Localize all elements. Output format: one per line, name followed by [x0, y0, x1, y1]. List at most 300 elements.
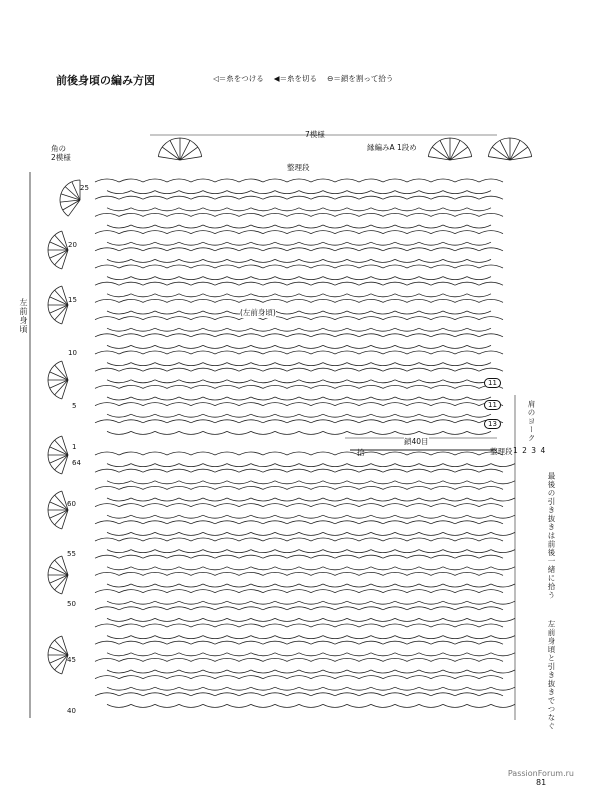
mesh-loop	[155, 345, 179, 348]
legend-split: ⊖＝鎖を割って拾う	[327, 74, 394, 83]
mesh-loop	[191, 452, 215, 455]
mesh-loop	[479, 676, 503, 679]
mesh-loop	[239, 641, 263, 644]
mesh-loop	[131, 618, 155, 621]
mesh-loop	[311, 693, 335, 696]
mesh-loop	[191, 641, 215, 644]
mesh-loop	[179, 498, 203, 501]
mesh-loop	[335, 179, 359, 182]
mesh-loop	[203, 259, 227, 262]
mesh-loop	[227, 380, 251, 383]
mesh-loop	[287, 693, 311, 696]
mesh-loop	[395, 464, 419, 467]
mesh-loop	[407, 196, 431, 199]
page-number: 81	[536, 778, 547, 787]
mesh-loop	[299, 532, 323, 535]
mesh-loop	[179, 380, 203, 383]
mesh-loop	[119, 641, 143, 644]
mesh-loop	[119, 469, 143, 472]
mesh-loop	[119, 607, 143, 610]
mesh-loop	[383, 624, 407, 627]
mesh-loop	[419, 601, 443, 604]
mesh-loop	[371, 636, 395, 639]
mesh-loop	[443, 311, 467, 314]
mesh-loop	[323, 363, 347, 366]
mesh-loop	[359, 265, 383, 268]
mesh-loop	[335, 521, 359, 524]
mesh-loop	[167, 469, 191, 472]
mesh-loop	[431, 403, 455, 406]
mesh-loop	[323, 464, 347, 467]
mesh-loop	[227, 601, 251, 604]
mesh-loop	[359, 538, 383, 541]
mesh-loop	[143, 248, 167, 251]
mesh-loop	[383, 469, 407, 472]
mesh-loop	[263, 368, 287, 371]
mesh-loop	[467, 515, 491, 518]
mesh-loop	[287, 555, 311, 558]
mesh-loop	[227, 618, 251, 621]
mesh-loop	[479, 607, 503, 610]
mesh-loop	[119, 676, 143, 679]
mesh-loop	[395, 277, 419, 280]
mesh-loop	[407, 641, 431, 644]
mesh-loop	[287, 452, 311, 455]
mesh-loop	[467, 653, 491, 656]
mesh-loop	[419, 550, 443, 553]
mesh-loop	[335, 213, 359, 216]
mesh-loop	[119, 282, 143, 285]
mesh-loop	[179, 277, 203, 280]
mesh-loop	[383, 538, 407, 541]
fan-stitch	[50, 647, 68, 655]
mesh-loop	[359, 676, 383, 679]
mesh-loop	[131, 481, 155, 484]
mesh-loop	[287, 317, 311, 320]
mesh-loop	[227, 481, 251, 484]
mesh-loop	[431, 231, 455, 234]
mesh-loop	[275, 208, 299, 211]
mesh-loop	[431, 504, 455, 507]
mesh-loop	[455, 420, 479, 423]
mesh-loop	[239, 213, 263, 216]
mesh-loop	[191, 351, 215, 354]
mesh-loop	[383, 641, 407, 644]
mesh-loop	[383, 420, 407, 423]
mesh-loop	[419, 636, 443, 639]
mesh-loop	[167, 538, 191, 541]
mesh-loop	[143, 420, 167, 423]
mesh-loop	[155, 363, 179, 366]
mesh-loop	[431, 248, 455, 251]
mesh-loop	[167, 282, 191, 285]
mesh-loop	[419, 653, 443, 656]
mesh-loop	[299, 601, 323, 604]
mesh-loop	[119, 317, 143, 320]
mesh-loop	[491, 584, 515, 587]
mesh-loop	[467, 345, 491, 348]
mesh-loop	[467, 311, 491, 314]
mesh-loop	[131, 636, 155, 639]
mesh-loop	[359, 282, 383, 285]
mesh-loop	[203, 687, 227, 690]
mesh-loop	[395, 653, 419, 656]
mesh-loop	[263, 486, 287, 489]
mesh-loop	[275, 670, 299, 673]
mesh-loop	[419, 225, 443, 228]
mesh-loop	[239, 676, 263, 679]
mesh-loop	[179, 259, 203, 262]
mesh-loop	[395, 225, 419, 228]
mesh-loop	[455, 572, 479, 575]
mesh-loop	[479, 213, 503, 216]
mesh-loop	[359, 641, 383, 644]
mesh-loop	[335, 624, 359, 627]
mesh-loop	[419, 277, 443, 280]
mesh-loop	[167, 693, 191, 696]
mesh-loop	[95, 179, 119, 182]
left-front-center-label: (左前身頃)	[240, 308, 276, 317]
mesh-loop	[407, 676, 431, 679]
mesh-loop	[323, 704, 347, 707]
mesh-loop	[299, 294, 323, 297]
mesh-loop	[275, 584, 299, 587]
mesh-loop	[395, 515, 419, 518]
mesh-loop	[419, 259, 443, 262]
mesh-loop	[275, 636, 299, 639]
mesh-loop	[95, 607, 119, 610]
mesh-loop	[131, 584, 155, 587]
mesh-loop	[167, 196, 191, 199]
mesh-loop	[323, 481, 347, 484]
mesh-loop	[215, 538, 239, 541]
mesh-loop	[467, 670, 491, 673]
mesh-loop	[119, 299, 143, 302]
mesh-loop	[107, 431, 131, 434]
mesh-loop	[263, 231, 287, 234]
mesh-loop	[179, 191, 203, 194]
mesh-loop	[251, 498, 275, 501]
mesh-loop	[203, 397, 227, 400]
mesh-loop	[299, 481, 323, 484]
mesh-loop	[131, 277, 155, 280]
mesh-loop	[359, 403, 383, 406]
fan-stitch	[68, 200, 80, 216]
mesh-loop	[407, 282, 431, 285]
legend-cut: ◀＝糸を切る	[273, 74, 318, 83]
mesh-loop	[251, 670, 275, 673]
mesh-loop	[419, 584, 443, 587]
mesh-loop	[119, 385, 143, 388]
mesh-loop	[347, 636, 371, 639]
mesh-loop	[479, 368, 503, 371]
mesh-loop	[227, 208, 251, 211]
mesh-loop	[143, 469, 167, 472]
mesh-loop	[359, 368, 383, 371]
mesh-loop	[287, 572, 311, 575]
mesh-loop	[203, 414, 227, 417]
mesh-loop	[203, 328, 227, 331]
mesh-loop	[155, 277, 179, 280]
row-count-header: 1 2 3 4	[513, 446, 546, 455]
mesh-loop	[359, 555, 383, 558]
mesh-loop	[323, 636, 347, 639]
mesh-loop	[227, 225, 251, 228]
mesh-loop	[227, 653, 251, 656]
mesh-loop	[323, 345, 347, 348]
mesh-loop	[191, 572, 215, 575]
mesh-loop	[371, 464, 395, 467]
mesh-loop	[179, 414, 203, 417]
mesh-loop	[215, 607, 239, 610]
mesh-loop	[191, 521, 215, 524]
mesh-loop	[143, 403, 167, 406]
mesh-loop	[143, 538, 167, 541]
mesh-loop	[407, 469, 431, 472]
left-front-label: 左前身頃	[19, 298, 28, 334]
mesh-loop	[419, 397, 443, 400]
mesh-loop	[311, 368, 335, 371]
row-number: 60	[67, 500, 76, 508]
mesh-loop	[191, 676, 215, 679]
mesh-loop	[107, 294, 131, 297]
mesh-loop	[131, 414, 155, 417]
mesh-loop	[431, 590, 455, 593]
mesh-loop	[323, 259, 347, 262]
mesh-loop	[155, 670, 179, 673]
mesh-loop	[251, 653, 275, 656]
legend-attach: ◁＝糸をつける	[213, 74, 264, 83]
mesh-loop	[467, 277, 491, 280]
mesh-loop	[131, 259, 155, 262]
mesh-loop	[359, 231, 383, 234]
mesh-loop	[95, 555, 119, 558]
mesh-loop	[431, 420, 455, 423]
mesh-loop	[119, 196, 143, 199]
mesh-loop	[371, 515, 395, 518]
mesh-loop	[395, 328, 419, 331]
mesh-loop	[107, 345, 131, 348]
mesh-loop	[251, 277, 275, 280]
mesh-loop	[323, 294, 347, 297]
mesh-loop	[227, 567, 251, 570]
mesh-loop	[251, 363, 275, 366]
mesh-loop	[215, 196, 239, 199]
mesh-loop	[455, 693, 479, 696]
mesh-loop	[119, 624, 143, 627]
mesh-loop	[131, 242, 155, 245]
mesh-loop	[395, 550, 419, 553]
mesh-loop	[455, 607, 479, 610]
mesh-loop	[215, 403, 239, 406]
mesh-loop	[275, 431, 299, 434]
mesh-loop	[347, 345, 371, 348]
mesh-loop	[203, 618, 227, 621]
mesh-loop	[455, 555, 479, 558]
row-number: 10	[68, 349, 77, 357]
mesh-loop	[299, 515, 323, 518]
mesh-loop	[275, 380, 299, 383]
mesh-loop	[227, 704, 251, 707]
mesh-loop	[491, 670, 515, 673]
mesh-loop	[467, 431, 491, 434]
mesh-loop	[179, 311, 203, 314]
mesh-loop	[299, 687, 323, 690]
mesh-loop	[203, 584, 227, 587]
mesh-loop	[155, 208, 179, 211]
mesh-loop	[143, 624, 167, 627]
mesh-loop	[95, 334, 119, 337]
mesh-loop	[203, 363, 227, 366]
mesh-loop	[383, 658, 407, 661]
mesh-loop	[287, 282, 311, 285]
mesh-loop	[215, 504, 239, 507]
mesh-loop	[359, 590, 383, 593]
fan-stitch	[50, 250, 68, 258]
mesh-loop	[239, 334, 263, 337]
mesh-loop	[203, 670, 227, 673]
repeat-label: 7模様	[305, 130, 325, 139]
mesh-loop	[287, 504, 311, 507]
mesh-loop	[299, 328, 323, 331]
mesh-loop	[395, 414, 419, 417]
fan-stitch	[162, 147, 180, 160]
mesh-loop	[263, 452, 287, 455]
mesh-loop	[131, 294, 155, 297]
mesh-loop	[107, 397, 131, 400]
mesh-loop	[203, 191, 227, 194]
mesh-loop	[407, 607, 431, 610]
mesh-loop	[491, 481, 515, 484]
mesh-loop	[359, 521, 383, 524]
mesh-loop	[419, 311, 443, 314]
mesh-loop	[107, 550, 131, 553]
mesh-loop	[191, 403, 215, 406]
mesh-loop	[335, 555, 359, 558]
mesh-loop	[227, 498, 251, 501]
mesh-loop	[431, 213, 455, 216]
mesh-loop	[143, 555, 167, 558]
row-number: 20	[68, 241, 77, 249]
mesh-loop	[407, 179, 431, 182]
mesh-loop	[239, 555, 263, 558]
mesh-loop	[155, 567, 179, 570]
mesh-loop	[131, 431, 155, 434]
mesh-loop	[335, 299, 359, 302]
mesh-loop	[155, 550, 179, 553]
fan-stitch	[50, 380, 68, 388]
row-number: 64	[72, 459, 81, 467]
mesh-loop	[419, 208, 443, 211]
mesh-loop	[443, 397, 467, 400]
mesh-loop	[395, 618, 419, 621]
mesh-loop	[323, 515, 347, 518]
mesh-loop	[359, 486, 383, 489]
mesh-loop	[311, 469, 335, 472]
mesh-loop	[239, 693, 263, 696]
mesh-loop	[311, 538, 335, 541]
mesh-loop	[383, 572, 407, 575]
mesh-loop	[131, 191, 155, 194]
page-title: 前後身頃の編み方図	[56, 74, 155, 87]
mesh-loop	[191, 385, 215, 388]
mesh-loop	[383, 265, 407, 268]
mesh-loop	[299, 259, 323, 262]
mesh-loop	[263, 676, 287, 679]
mesh-loop	[371, 414, 395, 417]
mesh-loop	[335, 538, 359, 541]
mesh-loop	[95, 368, 119, 371]
mesh-loop	[155, 636, 179, 639]
mesh-loop	[383, 196, 407, 199]
mesh-loop	[191, 265, 215, 268]
fan-stitch	[450, 140, 460, 160]
mesh-loop	[251, 208, 275, 211]
mesh-loop	[95, 351, 119, 354]
mesh-loop	[119, 351, 143, 354]
fan-stitch	[50, 447, 68, 455]
mesh-loop	[311, 452, 335, 455]
mesh-loop	[215, 469, 239, 472]
mesh-loop	[179, 687, 203, 690]
mesh-loop	[443, 618, 467, 621]
mesh-loop	[155, 380, 179, 383]
mesh-loop	[263, 469, 287, 472]
mesh-loop	[431, 658, 455, 661]
mesh-loop	[443, 414, 467, 417]
mesh-loop	[359, 351, 383, 354]
mesh-loop	[95, 658, 119, 661]
mesh-loop	[131, 532, 155, 535]
mesh-loop	[239, 385, 263, 388]
mesh-loop	[95, 590, 119, 593]
mesh-loop	[431, 299, 455, 302]
mesh-loop	[167, 334, 191, 337]
fan-stitch	[50, 455, 68, 463]
mesh-loop	[299, 414, 323, 417]
mesh-loop	[215, 368, 239, 371]
mesh-loop	[143, 521, 167, 524]
fan-stitch	[510, 140, 520, 160]
mesh-loop	[251, 397, 275, 400]
mesh-loop	[191, 334, 215, 337]
mesh-loop	[263, 572, 287, 575]
mesh-loop	[443, 225, 467, 228]
fan-stitch	[510, 147, 528, 160]
mesh-loop	[359, 213, 383, 216]
fan-stitch	[492, 147, 510, 160]
mesh-loop	[299, 584, 323, 587]
mesh-loop	[455, 196, 479, 199]
mesh-loop	[287, 590, 311, 593]
mesh-loop	[347, 498, 371, 501]
mesh-loop	[227, 277, 251, 280]
mesh-loop	[179, 584, 203, 587]
mesh-loop	[479, 693, 503, 696]
mesh-loop	[431, 555, 455, 558]
mesh-loop	[203, 550, 227, 553]
mesh-loop	[419, 515, 443, 518]
mesh-loop	[215, 213, 239, 216]
mesh-loop	[95, 676, 119, 679]
mesh-loop	[467, 567, 491, 570]
mesh-loop	[143, 351, 167, 354]
mesh-loop	[215, 282, 239, 285]
mesh-loop	[263, 385, 287, 388]
mesh-loop	[179, 242, 203, 245]
mesh-loop	[227, 431, 251, 434]
mesh-loop	[347, 618, 371, 621]
